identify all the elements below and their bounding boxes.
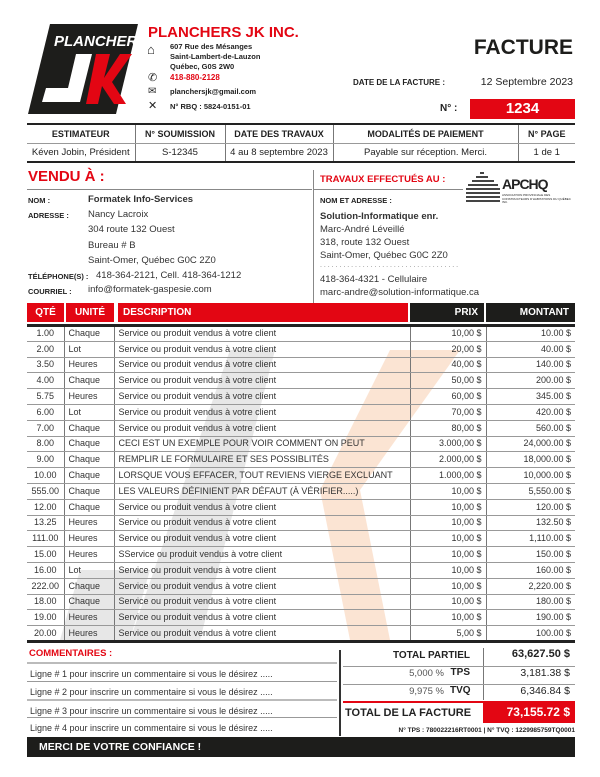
cell-qty: 18.00 xyxy=(27,594,64,610)
divider xyxy=(313,189,463,190)
cell-price: 10,00 $ xyxy=(410,515,486,531)
cell-description: Service ou produit vendus à votre client xyxy=(114,357,410,373)
cell-price: 10,00 $ xyxy=(410,610,486,626)
cell-price: 50,00 $ xyxy=(410,373,486,389)
cell-description: Service ou produit vendus à votre client xyxy=(114,531,410,547)
header-price: PRIX xyxy=(410,303,484,322)
cell-price: 70,00 $ xyxy=(410,404,486,420)
table-row xyxy=(27,373,575,389)
cell-unit: Chaque xyxy=(64,594,114,610)
cell-amount: 420.00 $ xyxy=(486,404,575,420)
cell-amount: 10,000.00 $ xyxy=(486,468,575,484)
company-address-line: Saint-Lambert-de-Lauzon xyxy=(170,52,261,61)
items-table xyxy=(27,324,575,643)
client-address-line: 304 route 132 Ouest xyxy=(88,224,175,235)
comments-title: COMMENTAIRES : xyxy=(29,648,113,659)
cell-description: Service ou produit vendus à votre client xyxy=(114,515,410,531)
cell-amount: 2,220.00 $ xyxy=(486,578,575,594)
cell-unit: Chaque xyxy=(64,578,114,594)
cell-description: REMPLIR LE FORMULAIRE ET SES POSSIBLITÉS xyxy=(114,452,410,468)
client-address-line: Saint-Omer, Québec G0C 2Z0 xyxy=(88,255,216,266)
work-address-line: Saint-Omer, Québec G0C 2Z0 xyxy=(320,250,448,261)
cell-amount: 345.00 $ xyxy=(486,389,575,405)
header-date-travaux: DATE DES TRAVAUX xyxy=(225,124,333,143)
invoice-title: FACTURE xyxy=(473,36,573,59)
invoice-number: 1234 xyxy=(470,99,575,119)
work-at-title: TRAVAUX EFFECTUÉS AU : xyxy=(320,174,446,185)
divider xyxy=(483,648,484,700)
name-label: NOM : xyxy=(28,196,51,205)
cell-description: Service ou produit vendus à votre client xyxy=(114,341,410,357)
cell-price: 10,00 $ xyxy=(410,578,486,594)
table-row xyxy=(27,578,575,594)
comment-line[interactable]: Ligne # 2 pour inscrire un commentaire si vous le désirez ..... xyxy=(27,681,337,699)
table-row xyxy=(27,468,575,484)
cell-amount: 10.00 $ xyxy=(486,326,575,342)
header-modalites: MODALITÉS DE PAIEMENT xyxy=(333,124,518,143)
cell-description: Service ou produit vendus à votre client xyxy=(114,626,410,642)
cell-qty: 3.50 xyxy=(27,357,64,373)
client-name: Formatek Info-Services xyxy=(88,194,194,205)
header-qty: QTÉ xyxy=(27,303,64,322)
total-label: TOTAL DE LA FACTURE xyxy=(345,707,472,719)
mail-icon: ✉ xyxy=(148,86,157,97)
phone-icon: ✆ xyxy=(148,72,158,84)
header-estimateur: ESTIMATEUR xyxy=(27,124,135,143)
cell-amount: 5,550.00 $ xyxy=(486,483,575,499)
table-row xyxy=(27,357,575,373)
cell-price: 10,00 $ xyxy=(410,483,486,499)
cell-amount: 120.00 $ xyxy=(486,499,575,515)
cell-qty: 13.25 xyxy=(27,515,64,531)
header-page: N° PAGE xyxy=(518,124,575,143)
work-name: Solution-Informatique enr. xyxy=(320,211,439,222)
cell-unit: Chaque xyxy=(64,436,114,452)
client-email[interactable]: info@formatek-gaspesie.com xyxy=(88,284,212,295)
cell-amount: 18,000.00 $ xyxy=(486,452,575,468)
table-row xyxy=(27,499,575,515)
cell-unit: Heures xyxy=(64,610,114,626)
cell-qty: 15.00 xyxy=(27,547,64,563)
estimateur: Kéven Jobin, Président xyxy=(31,146,130,158)
table-row xyxy=(27,436,575,452)
phone-label: TÉLÉPHONE(S) : xyxy=(28,272,89,281)
subtotal-value: 63,627.50 $ xyxy=(511,648,570,660)
cell-description: Service ou produit vendus à votre client xyxy=(114,562,410,578)
company-name: PLANCHERS JK INC. xyxy=(148,24,299,41)
cell-qty: 5.75 xyxy=(27,389,64,405)
cell-price: 2.000,00 $ xyxy=(410,452,486,468)
table-row xyxy=(27,389,575,405)
cell-unit: Chaque xyxy=(64,452,114,468)
apchq-subtitle: ASSOCIATION PROVINCIALE DES CONSTRUCTEURS D'HABITATIONS DU QUÉBEC INC. xyxy=(502,193,571,204)
cell-qty: 222.00 xyxy=(27,578,64,594)
table-row xyxy=(27,562,575,578)
client-phone: 418-364-2121, Cell. 418-364-1212 xyxy=(96,270,242,281)
cell-amount: 180.00 $ xyxy=(486,594,575,610)
invoice-number-label: N° : xyxy=(440,103,458,114)
cell-unit: Heures xyxy=(64,515,114,531)
sold-to-title: VENDU À : xyxy=(28,168,105,185)
cell-qty: 16.00 xyxy=(27,562,64,578)
svg-text:PLANCHERS: PLANCHERS xyxy=(54,33,148,50)
cell-qty: 20.00 xyxy=(27,626,64,642)
work-name-label: NOM ET ADRESSE : xyxy=(320,196,392,205)
total-value: 73,155.72 $ xyxy=(483,702,575,723)
cell-qty: 2.00 xyxy=(27,341,64,357)
cell-price: 1.000,00 $ xyxy=(410,468,486,484)
cell-description: LES VALEURS DÉFINIENT PAR DÉFAUT (À VÉRIFIER.....) xyxy=(114,483,410,499)
modalites: Payable sur réception. Merci. xyxy=(333,143,518,162)
cell-unit: Heures xyxy=(64,357,114,373)
cell-unit: Heures xyxy=(64,531,114,547)
cell-amount: 200.00 $ xyxy=(486,373,575,389)
cell-amount: 24,000.00 $ xyxy=(486,436,575,452)
tax-numbers: N° TPS : 780022216RT0001 | N° TVQ : 1229985759TQ0001 xyxy=(398,727,575,734)
tps-label: TPS xyxy=(450,667,470,678)
table-row xyxy=(27,626,575,642)
divider xyxy=(339,650,341,736)
table-row xyxy=(27,594,575,610)
cell-description: Service ou produit vendus à votre client xyxy=(114,404,410,420)
company-email[interactable]: planchersjk@gmail.com xyxy=(170,87,257,96)
company-address-line: 607 Rue des Mésanges xyxy=(170,42,253,51)
cell-description: Service ou produit vendus à votre client xyxy=(114,420,410,436)
cell-unit: Heures xyxy=(64,547,114,563)
address-label: ADRESSE : xyxy=(28,211,69,220)
dotted-separator: . . . . . . . . . . . . . . . . . . . . . . . . . . . . . . . . . . . . xyxy=(320,262,459,269)
invoice-date: 12 Septembre 2023 xyxy=(480,76,573,88)
cell-qty: 1.00 xyxy=(27,326,64,342)
table-row xyxy=(27,404,575,420)
cell-amount: 1,110.00 $ xyxy=(486,531,575,547)
cell-unit: Chaque xyxy=(64,483,114,499)
cell-description: Service ou produit vendus à votre client xyxy=(114,594,410,610)
cell-qty: 9.00 xyxy=(27,452,64,468)
items-header xyxy=(27,303,575,322)
table-row xyxy=(27,326,575,342)
divider xyxy=(27,189,312,190)
cell-qty: 4.00 xyxy=(27,373,64,389)
cell-price: 40,00 $ xyxy=(410,357,486,373)
cell-price: 10,00 $ xyxy=(410,562,486,578)
cell-description: LORSQUE VOUS EFFACER, TOUT REVIENS VIERGE EXCLUANT xyxy=(114,468,410,484)
table-row xyxy=(27,452,575,468)
cell-qty: 555.00 xyxy=(27,483,64,499)
work-email[interactable]: marc-andre@solution-informatique.ca xyxy=(320,287,480,298)
apchq-logo xyxy=(466,170,576,210)
cell-unit: Chaque xyxy=(64,468,114,484)
tvq-rate: 9,975 % xyxy=(409,686,444,697)
cell-description: Service ou produit vendus à votre client xyxy=(114,389,410,405)
cell-amount: 40.00 $ xyxy=(486,341,575,357)
cell-price: 10,00 $ xyxy=(410,499,486,515)
table-row xyxy=(27,610,575,626)
work-phone: 418-364-4321 - Cellulaire xyxy=(320,274,428,285)
cell-amount: 150.00 $ xyxy=(486,547,575,563)
cell-qty: 19.00 xyxy=(27,610,64,626)
cell-unit: Chaque xyxy=(64,420,114,436)
table-row xyxy=(27,341,575,357)
cell-unit: Lot xyxy=(64,404,114,420)
tps-rate: 5,000 % xyxy=(409,668,444,679)
info-table xyxy=(27,123,575,163)
table-row xyxy=(27,547,575,563)
cell-description: Service ou produit vendus à votre client xyxy=(114,373,410,389)
cell-unit: Lot xyxy=(64,562,114,578)
cell-qty: 10.00 xyxy=(27,468,64,484)
work-address-line: Marc-André Léveillé xyxy=(320,224,405,235)
cell-amount: 190.00 $ xyxy=(486,610,575,626)
table-row xyxy=(27,515,575,531)
cell-price: 10,00 $ xyxy=(410,326,486,342)
cell-price: 3.000,00 $ xyxy=(410,436,486,452)
cell-price: 20,00 $ xyxy=(410,341,486,357)
client-address-line: Nancy Lacroix xyxy=(88,209,149,220)
cell-qty: 7.00 xyxy=(27,420,64,436)
page-number: 1 de 1 xyxy=(518,143,575,162)
home-icon: ⌂ xyxy=(147,42,155,57)
company-address xyxy=(170,42,260,72)
cell-amount: 132.50 $ xyxy=(486,515,575,531)
cell-unit: Heures xyxy=(64,389,114,405)
tvq-label: TVQ xyxy=(450,685,471,696)
cell-amount: 560.00 $ xyxy=(486,420,575,436)
cell-description: Service ou produit vendus à votre client xyxy=(114,326,410,342)
header-amount: MONTANT xyxy=(486,303,575,322)
comment-line[interactable]: Ligne # 1 pour inscrire un commentaire si vous le désirez ..... xyxy=(27,662,337,680)
cell-amount: 100.00 $ xyxy=(486,626,575,642)
cell-qty: 6.00 xyxy=(27,404,64,420)
cell-price: 60,00 $ xyxy=(410,389,486,405)
cell-qty: 8.00 xyxy=(27,436,64,452)
table-row xyxy=(27,483,575,499)
cell-unit: Chaque xyxy=(64,499,114,515)
company-phone: 418-880-2128 xyxy=(170,73,220,82)
cell-price: 80,00 $ xyxy=(410,420,486,436)
comment-line[interactable]: Ligne # 4 pour inscrire un commentaire si vous le désirez ..... xyxy=(27,717,337,735)
thanks-banner: MERCI DE VOTRE CONFIANCE ! xyxy=(27,737,575,757)
cell-price: 10,00 $ xyxy=(410,547,486,563)
client-address-line: Bureau # B xyxy=(88,240,136,251)
cell-description: Service ou produit vendus à votre client xyxy=(114,578,410,594)
cell-description: Service ou produit vendus à votre client xyxy=(114,610,410,626)
comment-line[interactable]: Ligne # 3 pour inscrire un commentaire si vous le désirez ..... xyxy=(27,699,337,717)
cell-qty: 111.00 xyxy=(27,531,64,547)
cell-price: 10,00 $ xyxy=(410,594,486,610)
cell-amount: 160.00 $ xyxy=(486,562,575,578)
date-travaux: 4 au 8 septembre 2023 xyxy=(225,143,333,162)
company-rbq: N° RBQ : 5824-0151-01 xyxy=(170,102,251,111)
table-row xyxy=(27,420,575,436)
table-row xyxy=(27,531,575,547)
cell-amount: 140.00 $ xyxy=(486,357,575,373)
tools-icon: ✕ xyxy=(148,100,158,112)
cell-qty: 12.00 xyxy=(27,499,64,515)
cell-description: SService ou produit vendus à votre client xyxy=(114,547,410,563)
cell-description: CECI EST UN EXEMPLE POUR VOIR COMMENT ON PEUT xyxy=(114,436,410,452)
divider xyxy=(313,170,314,318)
tps-value: 3,181.38 $ xyxy=(520,667,570,679)
cell-price: 5,00 $ xyxy=(410,626,486,642)
apchq-logo-text: APCHQ xyxy=(502,176,548,192)
cell-unit: Heures xyxy=(64,626,114,642)
email-label: COURRIEL : xyxy=(28,287,72,296)
work-address-line: 318, route 132 Ouest xyxy=(320,237,410,248)
company-logo xyxy=(28,24,148,114)
tvq-value: 6,346.84 $ xyxy=(520,685,570,697)
company-address-line: Québec, G0S 2W0 xyxy=(170,62,235,71)
cell-unit: Lot xyxy=(64,341,114,357)
invoice-date-label: DATE DE LA FACTURE : xyxy=(353,78,445,87)
header-soumission: N° SOUMISSION xyxy=(135,124,225,143)
cell-unit: Chaque xyxy=(64,373,114,389)
cell-unit: Chaque xyxy=(64,326,114,342)
cell-description: Service ou produit vendus à votre client xyxy=(114,499,410,515)
header-unit: UNITÉ xyxy=(66,303,114,322)
subtotal-label: TOTAL PARTIEL xyxy=(392,650,470,661)
cell-price: 10,00 $ xyxy=(410,531,486,547)
soumission: S-12345 xyxy=(135,143,225,162)
header-description: DESCRIPTION xyxy=(118,303,408,322)
